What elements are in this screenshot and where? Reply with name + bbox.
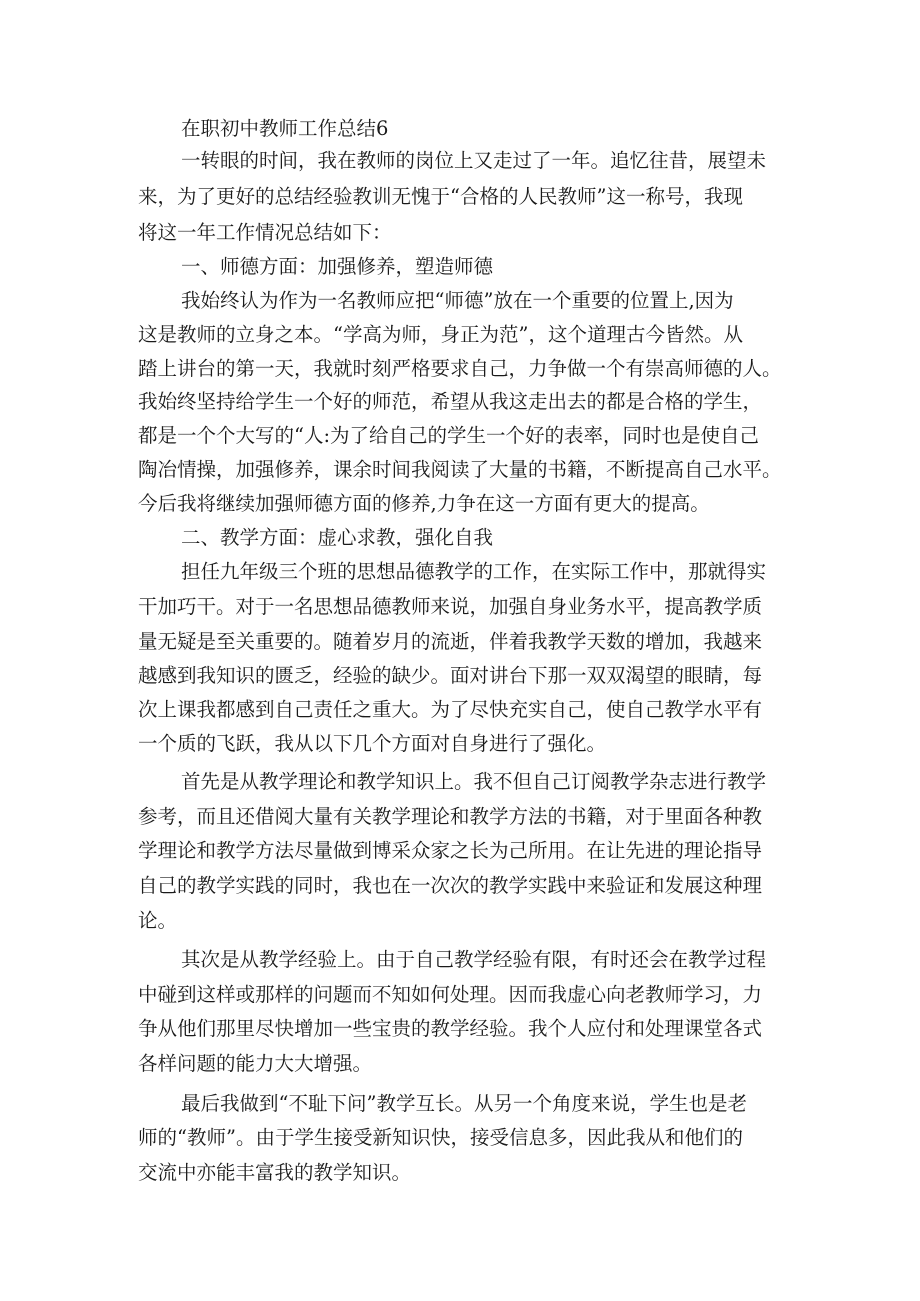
text-line: 争从他们那里尽快增加一些宝贵的教学经验。我个人应付和处理课堂各式 <box>138 1017 763 1040</box>
text-line: 我始终认为作为一名教师应把“师德”放在一个重要的位置上,因为 <box>181 289 734 312</box>
text-line: 一个质的飞跃，我从以下几个方面对自身进行了强化。 <box>138 732 607 755</box>
text-line: 将这一年工作情况总结如下： <box>138 221 392 244</box>
text-line: 交流中亦能丰富我的教学知识。 <box>138 1161 412 1184</box>
text-line: 今后我将继续加强师德方面的修养,力争在这一方面有更大的提高。 <box>138 492 710 515</box>
section-heading: 一、师德方面：加强修养，塑造师德 <box>181 255 494 278</box>
text-line: 最后我做到“不耻下问”教学互长。从另一个角度来说，学生也是老 <box>181 1092 747 1115</box>
text-line: 参考，而且还借阅大量有关教学理论和教学方法的书籍，对于里面各种教 <box>138 805 763 828</box>
text-line: 踏上讲台的第一天，我就时刻严格要求自己，力争做一个有崇高师德的人。 <box>138 357 782 380</box>
text-line: 都是一个个大写的“人:为了给自己的学生一个好的表率，同时也是使自己 <box>138 424 760 447</box>
text-line: 越感到我知识的匮乏，经验的缺少。面对讲台下那一双双渴望的眼睛，每 <box>138 664 763 687</box>
text-line: 首先是从教学理论和教学知识上。我不但自己订阅教学杂志进行教学 <box>181 770 767 793</box>
text-line: 学理论和教学方法尽量做到博采众家之长为己所用。在让先进的理论指导 <box>138 839 763 862</box>
text-line: 各样问题的能力大大增强。 <box>138 1052 373 1075</box>
text-line: 这是教师的立身之本。“学高为师，身正为范”，这个道理古今皆然。从 <box>138 323 743 346</box>
text-line: 一转眼的时间，我在教师的岗位上又走过了一年。追忆往昔，展望未 <box>181 149 767 172</box>
text-line: 量无疑是至关重要的。随着岁月的流逝，伴着我教学天数的增加，我越来 <box>138 630 763 653</box>
text-line: 陶冶情操，加强修养，课余时间我阅读了大量的书籍，不断提高自己水平。 <box>138 458 782 481</box>
document-title: 在职初中教师工作总结6 <box>181 117 389 140</box>
text-line: 次上课我都感到自己责任之重大。为了尽快充实自己，使自己教学水平有 <box>138 698 763 721</box>
text-line: 我始终坚持给学生一个好的师范，希望从我这走出去的都是合格的学生， <box>138 390 763 413</box>
section-heading: 二、教学方面：虚心求教，强化自我 <box>181 526 494 549</box>
text-line: 师的“教师”。由于学生接受新知识快，接受信息多，因此我从和他们的 <box>138 1126 743 1149</box>
text-line: 论。 <box>138 909 178 932</box>
text-line: 担任九年级三个班的思想品德教学的工作，在实际工作中，那就得实 <box>181 560 767 583</box>
text-line: 来，为了更好的总结经验教训无愧于“合格的人民教师”这一称号，我现 <box>138 185 743 208</box>
text-line: 中碰到这样或那样的问题而不知如何处理。因而我虚心向老教师学习，力 <box>138 983 763 1006</box>
text-line: 其次是从教学经验上。由于自己教学经验有限，有时还会在教学过程 <box>181 948 767 971</box>
text-line: 自己的教学实践的同时，我也在一次次的教学实践中来验证和发展这种理 <box>138 874 763 897</box>
text-line: 干加巧干。对于一名思想品德教师来说，加强自身业务水平，提高教学质 <box>138 595 763 618</box>
